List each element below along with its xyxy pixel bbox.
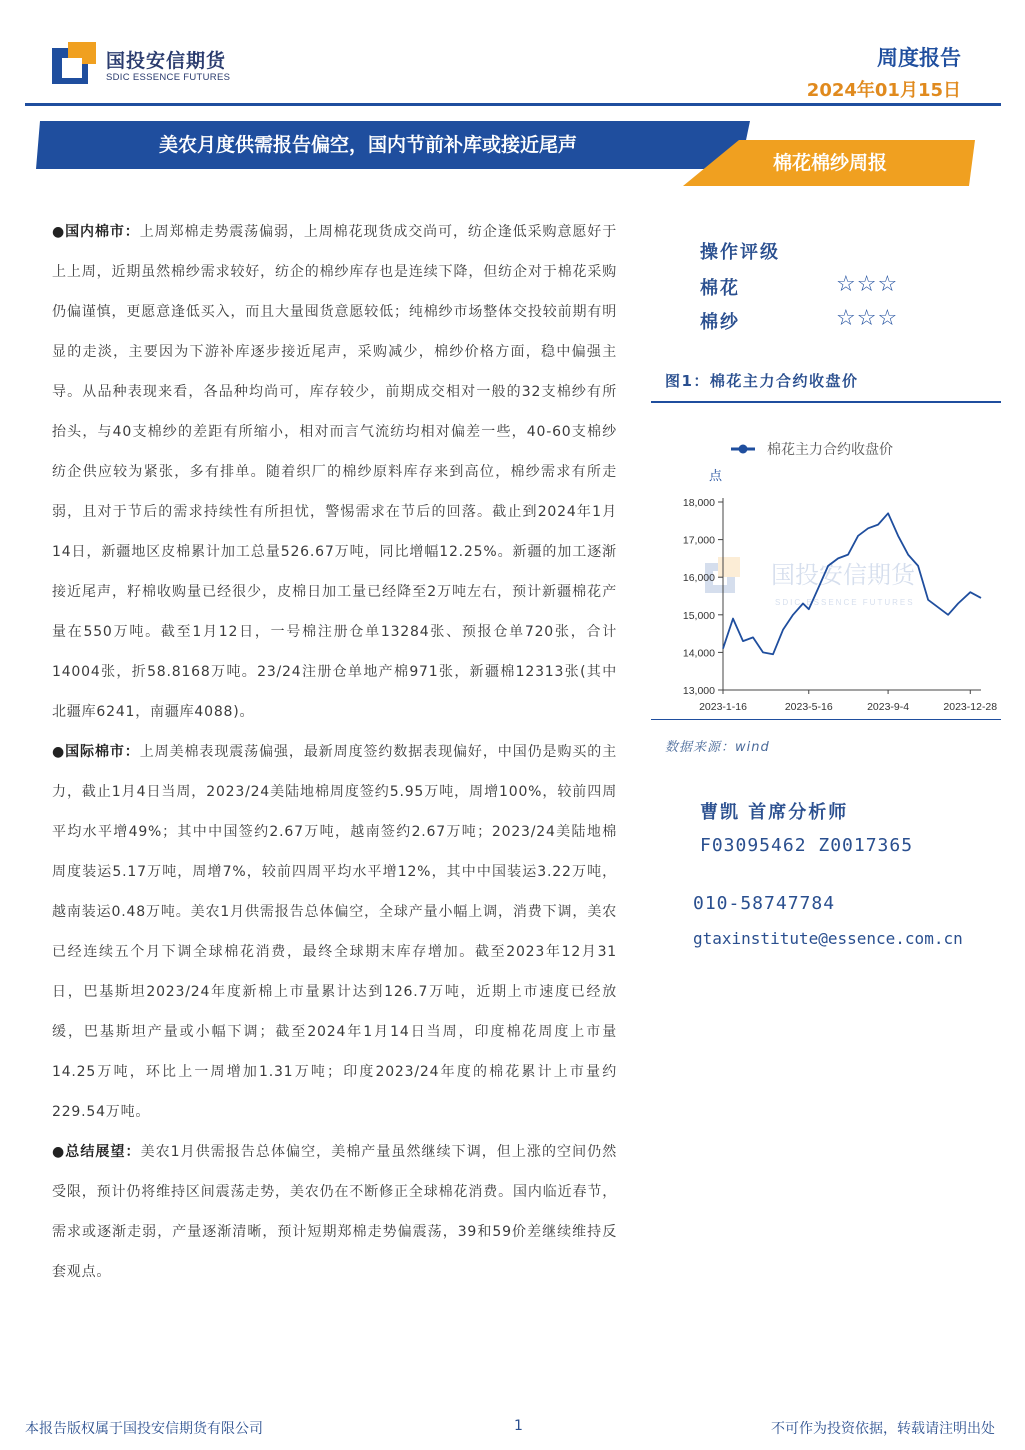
summary-text: 美农1月供需报告总体偏空，美棉产量虽然继续下调，但上涨的空间仍然受限，预计仍将维持区间震荡走势，美农仍在不断修正全球棉花消费。国内临近春节，需求或逐渐走弱，产量逐渐清晰，预计短期郑棉走势偏震荡，39和59价差继续维持反套观点。 [52, 1144, 618, 1280]
x-tick-label: 2023-12-28 [943, 701, 998, 713]
x-tick-label: 2023-5-16 [784, 701, 833, 713]
rating-title: 操作评级 [700, 242, 780, 263]
footer-page-number: 1 [514, 1418, 523, 1434]
rating-label: 棉纱 [700, 312, 740, 333]
y-tick-label: 17,000 [682, 534, 715, 547]
rating-stars-icon: ☆☆☆ [836, 306, 899, 331]
y-axis-ticks [683, 497, 723, 697]
rating-row-yarn [700, 308, 920, 334]
report-type: 周度报告 [877, 46, 961, 70]
logo-mark-icon [52, 42, 96, 84]
x-axis-ticks [699, 690, 997, 713]
report-date: 2024年01月15日 [806, 80, 961, 101]
chart-watermark [705, 557, 917, 607]
international-market-text: 上周美棉表现震荡偏强，最新周度签约数据表现偏好，中国仍是购买的主力，截止1月4日当周，2023/24美陆地棉周度签约5.95万吨，周增100%，较前四周平均水平增49%；其中中国签约2.67万吨，越南签约2.67万吨；2023/24美陆地棉周度装运5.17万吨，周增7%，较前四周平均水平增12%，其中中国装运3.22万吨，越南装运0.48万吨。美农1月供需报告总体偏空，全球产量小幅上调，消费下调，美农已经连续五个月下调全球棉花消费，最终全球期末库存增加。截至2023年12月31日，巴基斯坦2023/24年度新棉上市量累计达到126.7万吨，近期上市速度已经放缓，巴基斯坦产量或小幅下调；截至2024年1月14日当周，印度棉花周度上市量14.25万吨，环比上一周增加1.31万吨；印度2023/24年度的棉花累计上市量约229.54万吨。 [52, 744, 617, 1120]
international-market-heading: ●国际棉市： [52, 744, 140, 760]
rating-label: 棉花 [700, 278, 740, 299]
legend-label: 棉花主力合约收盘价 [767, 442, 893, 458]
figure-title: 图1：棉花主力合约收盘价 [665, 372, 859, 390]
y-tick-label: 15,000 [682, 609, 715, 622]
title-banner [36, 121, 750, 169]
chart-legend [731, 441, 893, 458]
cotton-price-chart [651, 405, 1006, 717]
x-tick-label: 2023-1-16 [699, 701, 747, 713]
summary-heading: ●总结展望： [52, 1144, 141, 1160]
report-headline: 美农月度供需报告偏空，国内节前补库或接近尾声 [158, 134, 577, 156]
y-tick-label: 13,000 [682, 685, 715, 697]
header-divider [25, 103, 1001, 106]
analyst-email[interactable]: gtaxinstitute@essence.com.cn [693, 929, 963, 948]
data-source: 数据来源：wind [665, 740, 770, 755]
y-axis-unit: 点 [709, 469, 723, 484]
domestic-market-paragraph [52, 212, 617, 732]
domestic-market-text: 上周郑棉走势震荡偏弱，上周棉花现货成交尚可，纺企逢低采购意愿好于上上周，近期虽然棉纱需求较好，纺企的棉纱库存也是连续下降，但纺企对于棉花采购仍偏谨慎，更愿意逢低买入，而且大量囤货意愿较低；纯棉纱市场整体交投较前期有明显的走淡，主要因为下游补库逐步接近尾声，采购减少，棉纱价格方面，稳中偏强主导。从品种表现来看，各品种均尚可，库存较少，前期成交相对一般的32支棉纱有所抬头，与40支棉纱的差距有所缩小，相对而言气流纺均相对偏差一些，40-60支棉纱纺企供应较为紧张，多有排单。随着织厂的棉纱原料库存来到高位，棉纱需求有所走弱，且对于节后的需求持续性有所担忧，警惕需求在节后的回落。截止到2024年1月14日，新疆地区皮棉累计加工总量526.67万吨，同比增幅12.25%。新疆的加工逐渐接近尾声，籽棉收购量已经很少，皮棉日加工量已经降至2万吨左右，预计新疆棉花产量在550万吨。截至1月12日，一号棉注册仓单13284张、预报仓单720张，合计14004张，折58.8168万吨。23/24注册仓单地产棉971张，新疆棉12313张(其中北疆库6241，南疆库4088)。 [52, 224, 617, 720]
company-logo [52, 40, 252, 88]
y-tick-label: 14,000 [682, 647, 715, 660]
rating-row-cotton [700, 274, 920, 300]
y-tick-label: 16,000 [682, 572, 715, 585]
watermark-text-en: SDIC ESSENCE FUTURES [775, 598, 915, 607]
logo-text-en: SDIC ESSENCE FUTURES [106, 72, 231, 83]
category-label: 棉花棉纱周报 [772, 152, 887, 174]
main-text-column [52, 212, 617, 1292]
logo-text-cn: 国投安信期货 [106, 50, 227, 72]
analyst-license: F03095462 Z0017365 [700, 835, 914, 856]
figure-rule-bottom [651, 719, 1001, 720]
chart-axes [723, 498, 981, 690]
x-tick-label: 2023-9-4 [867, 701, 910, 713]
domestic-market-heading: ●国内棉市： [52, 224, 140, 240]
figure-rule-top [651, 401, 1001, 403]
summary-paragraph [52, 1132, 617, 1292]
analyst-name: 曹凯 首席分析师 [700, 802, 849, 823]
legend-marker-icon [739, 445, 748, 454]
footer-copyright: 本报告版权属于国投安信期货有限公司 [25, 1421, 263, 1437]
rating-stars-icon: ☆☆☆ [836, 272, 899, 297]
watermark-text-cn: 国投安信期货 [771, 561, 915, 589]
analyst-phone: 010-58747784 [693, 893, 836, 914]
footer-disclaimer: 不可作为投资依据，转载请注明出处 [771, 1421, 995, 1437]
international-market-paragraph [52, 732, 617, 1132]
y-tick-label: 18,000 [682, 497, 715, 509]
